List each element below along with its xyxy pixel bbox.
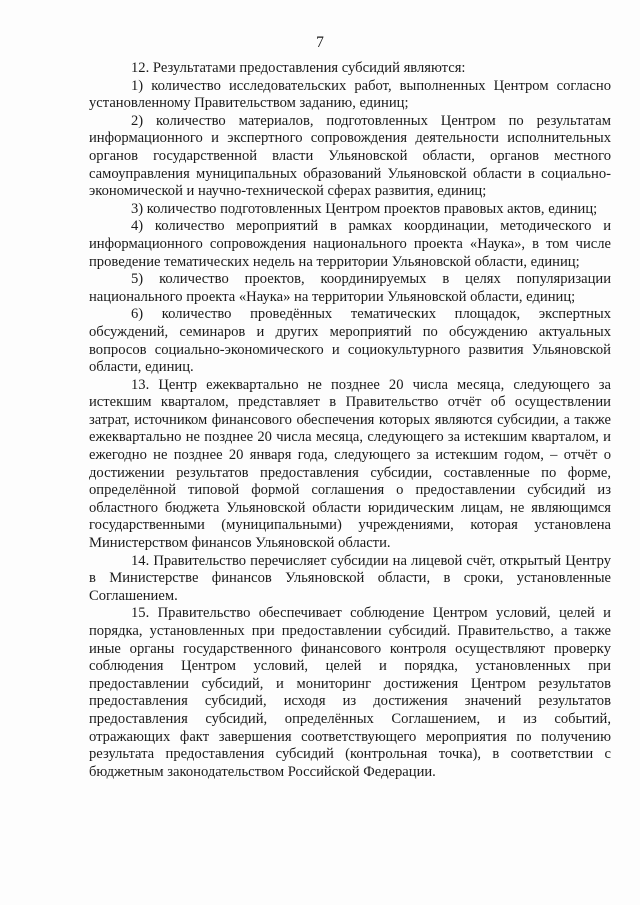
paragraph-13: 13. Центр ежеквартально не позднее 20 числа месяца, следующего за истекшим кварталом, представляет в Правительство отчёт об осуществлении затрат, источником финансового обеспечения которых являются субсидии, а также ежеквартально не позднее 20 числа месяца, следующего за истекшим кварталом, и ежегодно не позднее 20 января года, следующего за истекшим годом, – отчёт о достижении результатов предоставления субсидии, составленные по форме, определённой типовой формой соглашения о предоставлении субсидий из областного бюджета Ульяновской области юридическим лицам, не являющимся государственными (муниципальными) учреждениями, которая установлена Министерством финансов Ульяновской области. xyxy=(89,376,611,552)
paragraph-12-item-4: 4) количество мероприятий в рамках координации, методического и информационного сопровождения национального проекта «Наука», в том числе проведение тематических недель на территории Ульяновской области, единиц; xyxy=(89,218,611,270)
paragraph-12-item-3: 3) количество подготовленных Центром проектов правовых актов, единиц; xyxy=(131,200,598,217)
paragraph-12-item-5: 5) количество проектов, координируемых в целях популяризации национального проекта «Наука» на территории Ульяновской области, единиц; xyxy=(89,271,611,305)
paragraph-12-heading: 12. Результатами предоставления субсидий являются: xyxy=(131,60,466,76)
paragraph-12-item-6: 6) количество проведённых тематических площадок, экспертных обсуждений, семинаров и других мероприятий по обсуждению актуальных вопросов социально-экономического и социокультурного развития Ульяновской области, единиц. xyxy=(89,306,611,376)
paragraph-14: 14. Правительство перечисляет субсидии на лицевой счёт, открытый Центру в Министерстве финансов Ульяновской области, в сроки, установленные Соглашением. xyxy=(89,552,611,604)
paragraph-12-item-2: 2) количество материалов, подготовленных Центром по результатам информационного и экспертного сопровождения деятельности исполнительных органов государственной власти Ульяновской области, органов местного самоуправления муниципальных образований Ульяновской области в социально-экономической и научно-технической сферах развития, единиц; xyxy=(89,112,611,200)
paragraph-15: 15. Правительство обеспечивает соблюдение Центром условий, целей и порядка, установленных при предоставлении субсидий. Правительство, а также иные органы государственного финансового контроля осуществляют проверку соблюдения Центром условий, целей и порядка, установленных при предоставлении субсидий, и мониторинг достижения Центром результатов предоставления субсидий, исходя из достижения значений результатов предоставления субсидий, определённых Соглашением, и из событий, отражающих факт завершения соответствующего мероприятия по получению результата предоставления субсидий (контрольная точка), в соответствии с бюджетным законодательством Российской Федерации. xyxy=(89,605,611,780)
paragraph-12-item-1: 1) количество исследовательских работ, выполненных Центром согласно установленному Правительством заданию, единиц; xyxy=(89,77,611,112)
page-number: 7 xyxy=(316,34,324,51)
document-body xyxy=(89,60,611,781)
